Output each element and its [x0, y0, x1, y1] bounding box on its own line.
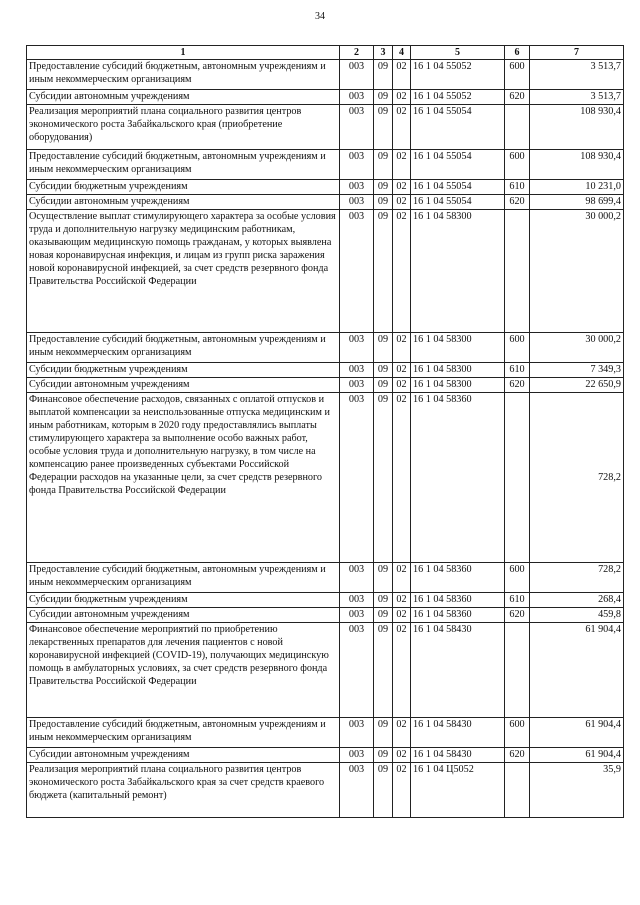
row-subsection: 02	[393, 195, 411, 210]
row-amount: 61 904,4	[530, 748, 624, 763]
row-section: 09	[374, 623, 393, 718]
row-name: Субсидии бюджетным учреждениям	[27, 180, 340, 195]
row-amount: 3 513,7	[530, 90, 624, 105]
row-subsection: 02	[393, 748, 411, 763]
row-section: 09	[374, 180, 393, 195]
row-expense-type: 610	[505, 593, 530, 608]
row-expense-type	[505, 763, 530, 818]
row-code-admin: 003	[340, 563, 374, 593]
row-code-admin: 003	[340, 210, 374, 333]
row-target-article: 16 1 04 58360	[411, 593, 505, 608]
table-row	[27, 763, 624, 818]
row-subsection: 02	[393, 563, 411, 593]
row-section: 09	[374, 60, 393, 90]
table-row	[27, 333, 624, 363]
row-name: Субсидии автономным учреждениям	[27, 90, 340, 105]
row-target-article: 16 1 04 55054	[411, 195, 505, 210]
row-subsection: 02	[393, 105, 411, 150]
row-subsection: 02	[393, 623, 411, 718]
row-expense-type	[505, 623, 530, 718]
row-name: Предоставление субсидий бюджетным, автономным учреждениям и иным некоммерческим организациям	[27, 150, 340, 180]
row-code-admin: 003	[340, 593, 374, 608]
row-target-article: 16 1 04 58430	[411, 718, 505, 748]
row-name: Субсидии автономным учреждениям	[27, 608, 340, 623]
row-expense-type: 600	[505, 60, 530, 90]
row-subsection: 02	[393, 363, 411, 378]
row-expense-type: 600	[505, 333, 530, 363]
row-target-article: 16 1 04 55054	[411, 105, 505, 150]
row-target-article: 16 1 04 58300	[411, 333, 505, 363]
row-amount: 22 650,9	[530, 378, 624, 393]
row-amount: 7 349,3	[530, 363, 624, 378]
row-amount: 108 930,4	[530, 150, 624, 180]
table-row	[27, 593, 624, 608]
header-col-5: 5	[411, 46, 505, 60]
row-expense-type: 620	[505, 748, 530, 763]
row-amount: 268,4	[530, 593, 624, 608]
row-amount: 108 930,4	[530, 105, 624, 150]
row-subsection: 02	[393, 180, 411, 195]
table-header-row	[27, 46, 624, 60]
table-row	[27, 180, 624, 195]
row-section: 09	[374, 593, 393, 608]
row-name: Субсидии автономным учреждениям	[27, 195, 340, 210]
row-code-admin: 003	[340, 748, 374, 763]
row-code-admin: 003	[340, 363, 374, 378]
row-expense-type	[505, 393, 530, 563]
row-target-article: 16 1 04 58360	[411, 608, 505, 623]
table-row	[27, 195, 624, 210]
row-name: Предоставление субсидий бюджетным, автономным учреждениям и иным некоммерческим организациям	[27, 718, 340, 748]
row-code-admin: 003	[340, 763, 374, 818]
table-row	[27, 623, 624, 718]
row-name: Предоставление субсидий бюджетным, автономным учреждениям и иным некоммерческим организациям	[27, 563, 340, 593]
row-subsection: 02	[393, 90, 411, 105]
row-section: 09	[374, 333, 393, 363]
row-section: 09	[374, 563, 393, 593]
row-expense-type	[505, 105, 530, 150]
row-section: 09	[374, 378, 393, 393]
row-amount: 728,2	[530, 563, 624, 593]
table-row	[27, 60, 624, 90]
row-expense-type: 620	[505, 90, 530, 105]
row-code-admin: 003	[340, 718, 374, 748]
row-target-article: 16 1 04 58360	[411, 563, 505, 593]
page-number: 34	[315, 11, 325, 22]
table-row	[27, 563, 624, 593]
row-section: 09	[374, 105, 393, 150]
row-name: Реализация мероприятий плана социального развития центров экономического роста Забайкальского края за счет средств краевого бюджета (капитальный ремонт)	[27, 763, 340, 818]
row-name: Финансовое обеспечение мероприятий по приобретению лекарственных препаратов для лечения пациентов с новой коронавирусной инфекцией (COVID-19), получающих медицинскую помощь в амбулаторных условиях, за счет средств резервного фонда Правительства Российской Федерации	[27, 623, 340, 718]
row-target-article: 16 1 04 55054	[411, 150, 505, 180]
row-name: Реализация мероприятий плана социального развития центров экономического роста Забайкальского края (приобретение оборудования)	[27, 105, 340, 150]
row-expense-type: 600	[505, 718, 530, 748]
row-amount: 30 000,2	[530, 210, 624, 333]
row-amount: 98 699,4	[530, 195, 624, 210]
row-section: 09	[374, 90, 393, 105]
table-row	[27, 210, 624, 333]
row-target-article: 16 1 04 58300	[411, 363, 505, 378]
row-amount: 35,9	[530, 763, 624, 818]
row-target-article: 16 1 04 58300	[411, 210, 505, 333]
row-code-admin: 003	[340, 608, 374, 623]
table-row	[27, 90, 624, 105]
row-section: 09	[374, 210, 393, 333]
row-expense-type: 610	[505, 180, 530, 195]
row-expense-type: 600	[505, 563, 530, 593]
table-row	[27, 608, 624, 623]
table-row	[27, 363, 624, 378]
row-code-admin: 003	[340, 195, 374, 210]
row-code-admin: 003	[340, 333, 374, 363]
row-amount: 728,2	[530, 393, 624, 563]
row-target-article: 16 1 04 55052	[411, 90, 505, 105]
row-name: Предоставление субсидий бюджетным, автономным учреждениям и иным некоммерческим организациям	[27, 333, 340, 363]
row-code-admin: 003	[340, 393, 374, 563]
row-expense-type: 610	[505, 363, 530, 378]
row-section: 09	[374, 195, 393, 210]
row-subsection: 02	[393, 60, 411, 90]
row-expense-type: 620	[505, 195, 530, 210]
row-name: Субсидии бюджетным учреждениям	[27, 593, 340, 608]
row-subsection: 02	[393, 393, 411, 563]
row-code-admin: 003	[340, 150, 374, 180]
row-name: Финансовое обеспечение расходов, связанных с оплатой отпусков и выплатой компенсации за неиспользованные отпуска медицинским и иным работникам, которым в 2020 году предоставлялись выплаты стимулирующего характера за выполнение особо важных работ, особые условия труда и дополнительную нагрузку, в том числе на компенсацию ранее произведенных субъектами Российской Федерации расходов на указанные цели, за счет средств резервного фонда Правительства Российской Федерации	[27, 393, 340, 563]
row-code-admin: 003	[340, 105, 374, 150]
row-section: 09	[374, 150, 393, 180]
row-section: 09	[374, 763, 393, 818]
row-section: 09	[374, 748, 393, 763]
row-code-admin: 003	[340, 378, 374, 393]
row-expense-type: 620	[505, 378, 530, 393]
header-col-7: 7	[530, 46, 624, 60]
budget-table	[26, 45, 624, 818]
row-section: 09	[374, 363, 393, 378]
row-section: 09	[374, 608, 393, 623]
row-amount: 30 000,2	[530, 333, 624, 363]
table-row	[27, 748, 624, 763]
row-target-article: 16 1 04 58430	[411, 748, 505, 763]
row-amount: 61 904,4	[530, 623, 624, 718]
row-expense-type: 600	[505, 150, 530, 180]
row-amount: 3 513,7	[530, 60, 624, 90]
row-code-admin: 003	[340, 60, 374, 90]
table-row	[27, 718, 624, 748]
row-section: 09	[374, 393, 393, 563]
row-code-admin: 003	[340, 623, 374, 718]
row-subsection: 02	[393, 608, 411, 623]
row-subsection: 02	[393, 210, 411, 333]
table-row	[27, 150, 624, 180]
row-name: Предоставление субсидий бюджетным, автономным учреждениям и иным некоммерческим организациям	[27, 60, 340, 90]
header-col-4: 4	[393, 46, 411, 60]
row-name: Осуществление выплат стимулирующего характера за особые условия труда и дополнительную нагрузку медицинским работникам, оказывающим медицинскую помощь гражданам, у которых выявлена новая коронавирусная инфекция, и лицам из групп риска заражения новой коронавирусной инфекцией, за счет средств резервного фонда Правительства Российской Федерации	[27, 210, 340, 333]
row-subsection: 02	[393, 593, 411, 608]
row-amount: 61 904,4	[530, 718, 624, 748]
row-name: Субсидии автономным учреждениям	[27, 748, 340, 763]
header-col-2: 2	[340, 46, 374, 60]
row-expense-type	[505, 210, 530, 333]
row-code-admin: 003	[340, 90, 374, 105]
row-expense-type: 620	[505, 608, 530, 623]
row-subsection: 02	[393, 763, 411, 818]
table-row	[27, 105, 624, 150]
row-subsection: 02	[393, 718, 411, 748]
row-name: Субсидии бюджетным учреждениям	[27, 363, 340, 378]
table-row	[27, 378, 624, 393]
row-target-article: 16 1 04 58430	[411, 623, 505, 718]
row-subsection: 02	[393, 333, 411, 363]
row-amount: 459,8	[530, 608, 624, 623]
row-code-admin: 003	[340, 180, 374, 195]
row-subsection: 02	[393, 378, 411, 393]
row-target-article: 16 1 04 Ц5052	[411, 763, 505, 818]
row-target-article: 16 1 04 55052	[411, 60, 505, 90]
row-section: 09	[374, 718, 393, 748]
row-amount: 10 231,0	[530, 180, 624, 195]
row-name: Субсидии автономным учреждениям	[27, 378, 340, 393]
row-target-article: 16 1 04 55054	[411, 180, 505, 195]
row-target-article: 16 1 04 58360	[411, 393, 505, 563]
row-target-article: 16 1 04 58300	[411, 378, 505, 393]
table-row	[27, 393, 624, 563]
header-col-1: 1	[27, 46, 340, 60]
header-col-3: 3	[374, 46, 393, 60]
row-subsection: 02	[393, 150, 411, 180]
header-col-6: 6	[505, 46, 530, 60]
